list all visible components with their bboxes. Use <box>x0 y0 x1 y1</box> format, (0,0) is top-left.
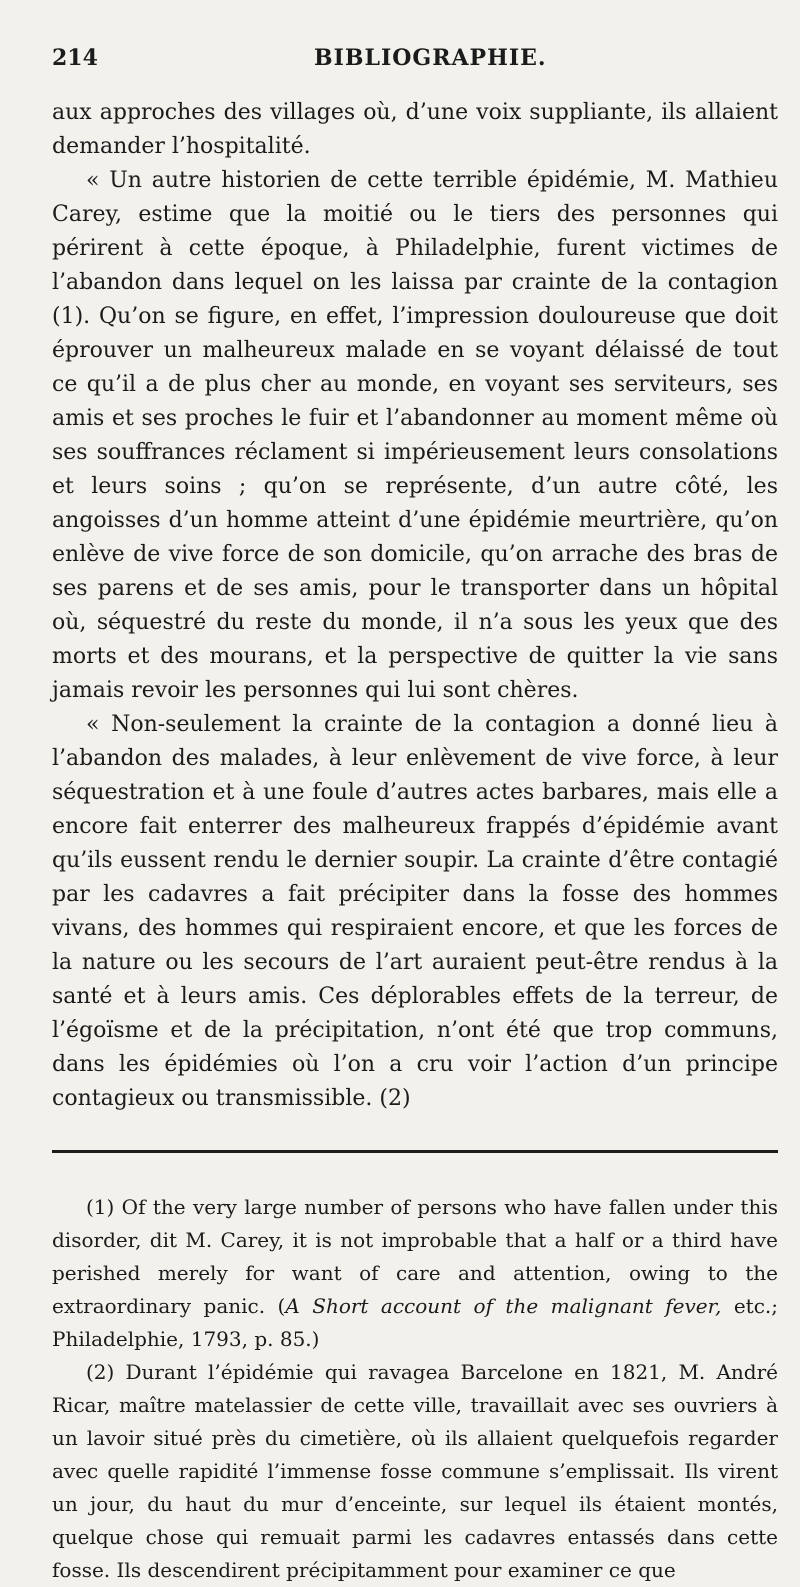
page-number: 214 <box>52 45 98 71</box>
footnote-1 <box>52 1191 778 1356</box>
running-title: BIBLIOGRAPHIE. <box>314 45 547 71</box>
footnote-1-tail: etc.; Philadelphie, 1793, p. 85.) <box>52 1294 778 1351</box>
footnote-2: (2) Durant l’épidémie qui ravagea Barcelone en 1821, M. André Ricar, maître matelassier de cette ville, travaillait avec ses ouvriers à un lavoir situé près du cimetière, où ils allaient quelquefois regarder avec quelle rapidité l’immense fosse commune s’emplissait. Ils virent un jour, du haut du mur d’enceinte, sur lequel ils étaient montés, quelque chose qui remuait parmi les cadavres entassés dans cette fosse. Ils descendirent précipitamment pour examiner ce que <box>52 1360 778 1582</box>
paragraph-contagion: « Non-seulement la crainte de la contagion a donné lieu à l’abandon des malades, à leur enlèvement de vive force, à leur séquestration et à une foule d’autres actes barbares, mais elle a encore fait enterrer des malheureux frappés d’épidémie avant qu’ils eussent rendu le dernier soupir. La crainte d’être contagié par les cadavres a fait précipiter dans la fosse des hommes vivans, des hommes qui respiraient encore, et que les forces de la nature ou les secours de l’art auraient peut-être rendus à la santé et à leurs amis. Ces déplorables effets de la terreur, de l’égoïsme et de la précipitation, n’ont été que trop communs, dans les épidémies où l’on a cru voir l’action d’un principe contagieux ou transmissible. (2) <box>52 712 778 1111</box>
paragraph-carey: « Un autre historien de cette terrible épidémie, M. Mathieu Carey, estime que la moitié ou le tiers des personnes qui périrent à cette époque, à Philadelphie, furent victimes de l’abandon dans lequel on les laissa par crainte de la contagion (1). Qu’on se figure, en effet, l’impression douloureuse que doit éprouver un malheureux malade en se voyant délaissé de tout ce qu’il a de plus cher au monde, en voyant ses serviteurs, ses amis et ses proches le fuir et l’abandonner au moment même où ses souffrances réclament si impérieusement leurs consolations et leurs soins ; qu’on se représente, d’un autre côté, les angoisses d’un homme atteint d’une épidémie meurtrière, qu’on enlève de vive force de son domicile, qu’on arrache des bras de ses parens et de ses amis, pour le transporter dans un hôpital où, séquestré du reste du monde, il n’a sous les yeux que des morts et des mourans, et la perspective de quitter la vie sans jamais revoir les personnes qui lui sont chères. <box>52 168 778 703</box>
main-text <box>52 96 778 1116</box>
footnotes <box>52 1191 778 1587</box>
footnote-1-text: (1) Of the very large number of persons who have fallen under this disorder, dit M. Carey, it is not improbable that a half or a third have perished merely for want of care and attention, owing to the extraordinary panic. ( <box>52 1195 778 1318</box>
footnote-1-title: A Short account of the malignant fever, <box>285 1294 722 1318</box>
footnote-separator <box>52 1150 778 1153</box>
paragraph-continuation: aux approches des villages où, d’une voix suppliante, ils allaient demander l’hospitalité. <box>52 100 778 159</box>
page-header <box>52 40 778 80</box>
